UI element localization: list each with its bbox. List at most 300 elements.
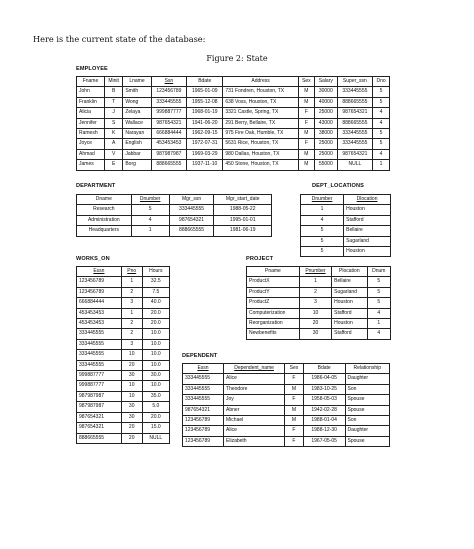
table-cell: 5 [131,205,169,215]
table-cell: 20 [121,360,142,370]
intro-text: Here is the current state of the database: [33,34,206,44]
table-cell: B [104,87,122,97]
table-cell: M [298,97,314,107]
table-cell: 333445555 [337,87,373,97]
table-cell: Joyce [77,139,105,149]
column-header-label: Pno [127,268,137,274]
table-cell: 888665555 [151,160,187,170]
table-cell: 30 [121,371,142,381]
table-cell: English [123,139,151,149]
table-cell: M [298,149,314,159]
table-cell: 453453453 [77,308,122,318]
table-cell: 25000 [314,149,337,159]
column-header [247,267,300,277]
table-row [301,226,391,236]
table-cell: John [77,87,105,97]
table-cell: Houston [344,205,391,215]
column-header [121,267,142,277]
table-cell: F [298,139,314,149]
table-cell: Zelaya [123,108,151,118]
table-cell: Alice [224,426,285,436]
table-cell: 1937-11-10 [187,160,223,170]
project-title: PROJECT [246,256,274,262]
table-cell: Michael [224,416,285,426]
table-row [247,319,391,329]
table-cell: Alice [224,374,285,384]
column-header [151,77,187,87]
table-cell: Joy [224,395,285,405]
table-cell: 4 [373,108,390,118]
dependent-title: DEPENDENT [182,353,218,359]
table-cell: 10 [121,350,142,360]
table-cell: 999887777 [151,108,187,118]
table-cell: 1 [301,205,344,215]
column-header-label: Super_ssn [342,78,367,84]
table-cell: Abner [224,405,285,415]
table-row [183,395,390,405]
table-row [77,108,390,118]
table-cell: 40.0 [142,298,169,308]
table-cell: 5 [373,139,390,149]
table-cell: 453453453 [77,319,122,329]
table-cell: 450 Stone, Houston, TX [223,160,299,170]
table-cell: Spouse [345,436,389,446]
table-cell: 10 [299,308,331,318]
table-cell: Smith [123,87,151,97]
table-cell: 30 [299,329,331,339]
column-header [214,195,272,205]
table-row [301,247,391,257]
table-cell: Newbenefits [247,329,300,339]
table-row [77,319,170,329]
table-cell: 5.0 [142,402,169,412]
column-header-label: Dname [95,196,112,202]
table-row [77,371,170,381]
table-cell: 4 [367,329,390,339]
table-cell: F [298,108,314,118]
table-cell: ProductY [247,287,300,297]
table-cell: 55000 [314,160,337,170]
column-header-label: Dependent_name [234,365,274,371]
table-cell: 333445555 [151,97,187,107]
table-cell: 1965-01-09 [187,87,223,97]
table-cell: 1 [367,319,390,329]
table-cell: ProductZ [247,298,300,308]
column-header-label: Pnumber [305,268,326,274]
table-row [183,426,390,436]
table-cell: Spouse [345,395,389,405]
table-row [247,329,391,339]
table-row [77,329,170,339]
table-cell: 1988-01-04 [303,416,345,426]
table-cell: 5631 Rice, Houston, TX [223,139,299,149]
table-cell: 5 [301,236,344,246]
table-row [77,87,390,97]
column-header [223,77,299,87]
table-row [77,287,170,297]
table-cell: 980 Dallas, Houston, TX [223,149,299,159]
table-cell: M [298,160,314,170]
table-cell: Bellaire [332,277,367,287]
column-header [345,364,389,374]
table-cell: 666884444 [77,298,122,308]
employee-title: EMPLOYEE [76,66,108,72]
table-row [77,277,170,287]
table-cell: 5 [367,298,390,308]
header-row [183,364,390,374]
table-cell: F [285,436,304,446]
table-cell: 20.0 [142,319,169,329]
table-cell: 333445555 [183,374,224,384]
table-cell: 10.0 [142,360,169,370]
table-cell: 888665555 [337,118,373,128]
table-cell: M [298,87,314,97]
table-cell: 987987987 [151,149,187,159]
table-cell: 1986-04-05 [303,374,345,384]
table-cell: 7.5 [142,287,169,297]
table-cell: Jennifer [77,118,105,128]
column-header-label: Fname [82,78,99,84]
table-row [77,391,170,401]
table-row [247,287,391,297]
dept-locations-table [300,194,391,257]
table-cell: 20 [121,423,142,433]
table-row [247,298,391,308]
table-cell: 10.0 [142,381,169,391]
table-row [77,350,170,360]
table-cell: Daughter [345,426,389,436]
table-row [183,436,390,446]
table-cell: 5 [367,277,390,287]
table-cell: M [298,129,314,139]
column-header-label: Dnumber [311,196,333,202]
table-cell: Bellaire [344,226,391,236]
table-cell: Theodore [224,384,285,394]
table-row [77,381,170,391]
column-header-label: Dnum [372,268,386,274]
dept-locations-title: DEPT_LOCATIONS [312,183,364,189]
table-cell: 10.0 [142,329,169,339]
table-cell: 987654321 [151,118,187,128]
table-cell: NULL [337,160,373,170]
works-on-title: WORKS_ON [76,256,110,262]
table-row [77,298,170,308]
table-cell: T [104,97,122,107]
table-cell: F [285,374,304,384]
table-cell: 1988-05-22 [214,205,272,215]
department-title: DEPARTMENT [76,183,116,189]
column-header-label: Ssn [164,78,174,84]
table-cell: A [104,139,122,149]
table-cell: 1969-03-29 [187,149,223,159]
table-cell: 333445555 [77,339,122,349]
column-header [224,364,285,374]
column-header-label: Dlocation [356,196,378,202]
table-cell: ProductX [247,277,300,287]
table-cell: 1941-06-20 [187,118,223,128]
table-row [77,423,170,433]
column-header-label: Dno [376,78,386,84]
table-cell: 10 [121,381,142,391]
column-header-label: Dnumber [139,196,161,202]
table-cell: 5 [373,87,390,97]
column-header-label: Mgr_ssn [181,196,202,202]
column-header-label: Bdate [317,365,331,371]
table-cell: 987987987 [77,402,122,412]
column-header [285,364,304,374]
table-cell: 987654321 [183,405,224,415]
column-header-label: Lname [129,78,145,84]
table-row [301,215,391,225]
table-cell: 987987987 [77,391,122,401]
table-cell: 333445555 [77,350,122,360]
table-row [77,226,272,236]
table-cell: 3321 Castle, Spring, TX [223,108,299,118]
table-cell: NULL [142,433,169,443]
table-cell: 291 Berry, Bellaire, TX [223,118,299,128]
table-cell: 2 [121,287,142,297]
table-cell: 999887777 [77,371,122,381]
table-cell: 888665555 [77,433,122,443]
table-cell: 1983-10-25 [303,384,345,394]
table-cell: Son [345,384,389,394]
table-cell: 123456789 [183,426,224,436]
table-cell: Spouse [345,405,389,415]
table-cell: 43000 [314,118,337,128]
table-cell: 333445555 [77,360,122,370]
table-cell: 123456789 [183,436,224,446]
table-cell: 333445555 [337,129,373,139]
table-cell: 5 [373,129,390,139]
table-cell: Stafford [332,308,367,318]
table-cell: 25000 [314,139,337,149]
table-cell: Computerization [247,308,300,318]
table-cell: 638 Voss, Houston, TX [223,97,299,107]
table-cell: M [285,384,304,394]
table-cell: 731 Fondren, Houston, TX [223,87,299,97]
table-cell: Stafford [332,329,367,339]
table-cell: Houston [332,298,367,308]
table-cell: Ahmad [77,149,105,159]
table-cell: Sugarland [344,236,391,246]
table-cell: 3 [121,298,142,308]
table-cell: 10.0 [142,339,169,349]
table-cell: James [77,160,105,170]
table-cell: 10.0 [142,350,169,360]
table-cell: 987654321 [337,108,373,118]
table-cell: Wong [123,97,151,107]
header-row [77,77,390,87]
table-cell: Franklin [77,97,105,107]
table-cell: 20.0 [142,308,169,318]
table-cell: M [285,405,304,415]
table-cell: 333445555 [337,139,373,149]
column-header [299,267,331,277]
table-cell: Houston [332,319,367,329]
table-row [183,384,390,394]
table-cell: V [104,149,122,159]
table-cell: 1967-05-05 [303,436,345,446]
table-row [77,149,390,159]
column-header-label: Pname [264,268,281,274]
table-cell: 3 [121,339,142,349]
column-header [104,77,122,87]
table-cell: F [285,395,304,405]
table-cell: 30.0 [142,371,169,381]
table-cell: Houston [344,247,391,257]
table-cell: 1988-12-30 [303,426,345,436]
table-cell: 4 [373,118,390,128]
table-row [301,205,391,215]
table-cell: Reorganization [247,319,300,329]
table-cell: 1955-12-08 [187,97,223,107]
column-header [344,195,391,205]
table-cell: 123456789 [183,416,224,426]
table-row [77,129,390,139]
table-cell: 333445555 [183,384,224,394]
table-cell: 1 [299,277,331,287]
table-cell: 123456789 [77,277,122,287]
header-row [247,267,391,277]
table-cell: 1968-01-19 [187,108,223,118]
table-row [77,205,272,215]
table-cell: 123456789 [151,87,187,97]
column-header [142,267,169,277]
column-header [77,267,122,277]
table-cell: 888665555 [337,97,373,107]
table-cell: 1 [121,277,142,287]
column-header-label: Sex [302,78,311,84]
header-row [77,195,272,205]
table-cell: 1958-05-03 [303,395,345,405]
table-cell: Narayan [123,129,151,139]
table-cell: 15.0 [142,423,169,433]
table-cell: 20 [299,319,331,329]
table-row [77,118,390,128]
table-cell: 123456789 [77,287,122,297]
table-cell: 453453453 [151,139,187,149]
table-cell: 987654321 [77,423,122,433]
table-cell: F [298,118,314,128]
table-row [247,277,391,287]
table-cell: 1972-07-31 [187,139,223,149]
table-cell: 1 [373,160,390,170]
column-header [367,267,390,277]
table-cell: Borg [123,160,151,170]
column-header [332,267,367,277]
column-header [298,77,314,87]
table-cell: 987654321 [77,412,122,422]
table-row [77,160,390,170]
table-cell: 333445555 [183,395,224,405]
table-cell: 1981-06-19 [214,226,272,236]
figure-caption: Figure 2: State [206,54,268,63]
table-cell: 25000 [314,108,337,118]
table-cell: 987654321 [337,149,373,159]
table-row [77,402,170,412]
column-header-label: Salary [318,78,333,84]
table-cell: Ramesh [77,129,105,139]
table-cell: 3 [299,298,331,308]
table-row [183,405,390,415]
table-cell: Headquarters [77,226,132,236]
table-cell: 999887777 [77,381,122,391]
table-cell: 10 [121,391,142,401]
column-header-label: Address [251,78,270,84]
column-header [77,77,105,87]
column-header-label: Hours [149,268,163,274]
works-on-table [76,266,170,444]
table-cell: 2 [299,287,331,297]
header-row [77,267,170,277]
table-cell: Sugarland [332,287,367,297]
table-row [77,97,390,107]
table-cell: Jabbar [123,149,151,159]
table-cell: Wallace [123,118,151,128]
table-cell: 975 Fire Oak, Humble, TX [223,129,299,139]
table-cell: 30 [121,412,142,422]
column-header-label: Plocation [339,268,360,274]
employee-table [76,76,390,171]
table-cell: 333445555 [169,205,214,215]
column-header [337,77,373,87]
table-cell: Son [345,416,389,426]
table-cell: 30 [121,402,142,412]
table-cell: 888665555 [169,226,214,236]
table-row [301,236,391,246]
table-row [247,308,391,318]
table-cell: 4 [373,149,390,159]
table-row [77,412,170,422]
table-cell: 1 [121,308,142,318]
table-row [77,139,390,149]
table-cell: E [104,160,122,170]
table-cell: 4 [301,215,344,225]
table-row [77,339,170,349]
table-cell: 32.5 [142,277,169,287]
table-row [77,215,272,225]
table-cell: Research [77,205,132,215]
table-cell: Administration [77,215,132,225]
column-header [303,364,345,374]
table-cell: 666884444 [151,129,187,139]
table-cell: Daughter [345,374,389,384]
column-header-label: Relationship [353,365,382,371]
column-header [314,77,337,87]
column-header [187,77,223,87]
column-header [131,195,169,205]
table-row [77,308,170,318]
column-header [123,77,151,87]
table-cell: 4 [131,215,169,225]
table-cell: 987654321 [169,215,214,225]
column-header-label: Minit [108,78,119,84]
table-cell: 2 [121,319,142,329]
department-table [76,194,272,237]
table-cell: 20 [121,433,142,443]
table-cell: 333445555 [77,329,122,339]
table-row [183,374,390,384]
table-row [77,360,170,370]
table-cell: Alicia [77,108,105,118]
table-cell: 1942-02-28 [303,405,345,415]
table-cell: J [104,108,122,118]
column-header-label: Mgr_start_date [225,196,260,202]
column-header [301,195,344,205]
column-header [373,77,390,87]
table-cell: Stafford [344,215,391,225]
column-header-label: Essn [197,365,209,371]
